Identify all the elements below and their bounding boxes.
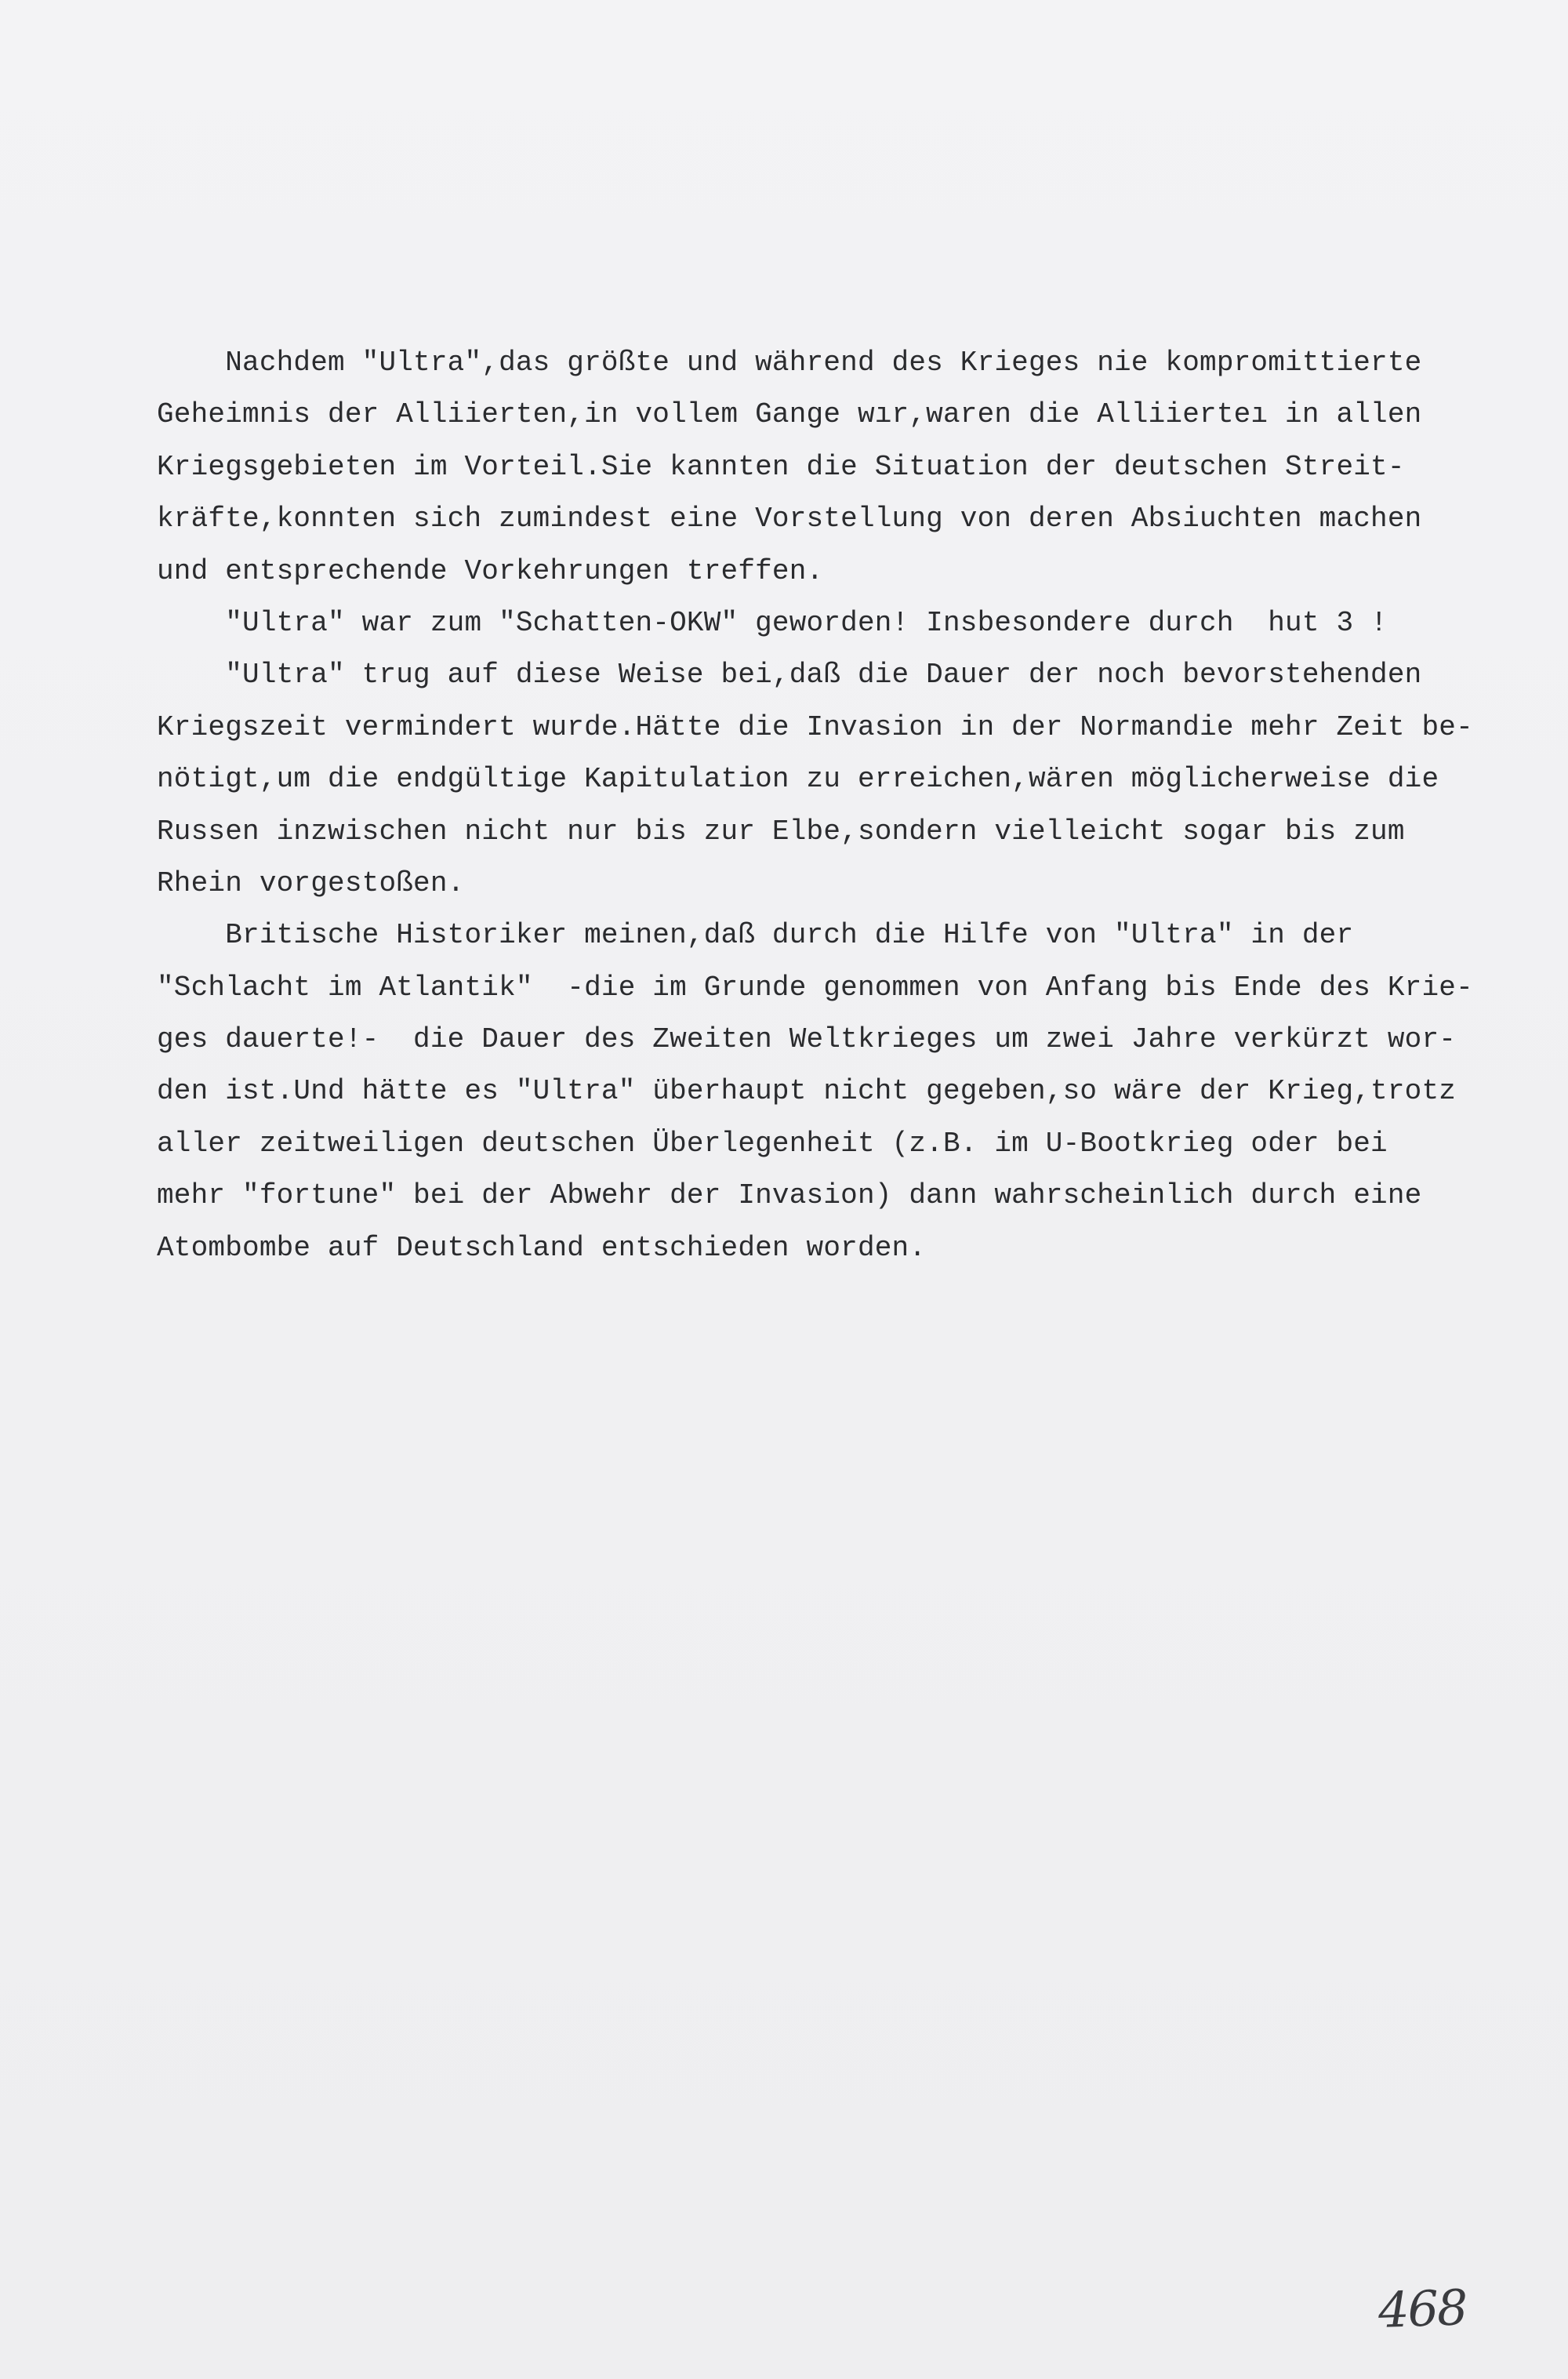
text-line: Kriegszeit vermindert wurde.Hätte die Invasion in der Normandie mehr Zeit be- [157, 710, 1473, 743]
text-line: Atombombe auf Deutschland entschieden worden. [157, 1231, 927, 1264]
text-line: Britische Historiker meinen,daß durch die Hilfe von "Ultra" in der [157, 919, 1354, 952]
text-line: Nachdem "Ultra",das größte und während des Krieges nie kompromittierte [157, 347, 1422, 379]
handwritten-page-number: 468 [1377, 2279, 1468, 2339]
text-line: aller zeitweiligen deutschen Überlegenheit (z.B. im U-Bootkrieg oder bei [157, 1127, 1388, 1160]
text-line: mehr "fortune" bei der Abwehr der Invasion) dann wahrscheinlich durch eine [157, 1179, 1422, 1212]
body-text [157, 337, 1505, 1274]
text-line: Kriegsgebieten im Vorteil.Sie kannten die Situation der deutschen Streit- [157, 450, 1405, 483]
text-line: Geheimnis der Alliierten,in vollem Gange wır,waren die Alliierteı in allen [157, 398, 1422, 431]
text-line: "Ultra" war zum "Schatten-OKW" geworden! Insbesondere durch hut 3 ! [157, 606, 1388, 639]
text-line: kräfte,konnten sich zumindest eine Vorstellung von deren Absiuchten machen [157, 503, 1422, 536]
text-line: Rhein vorgestoßen. [157, 866, 465, 899]
text-line: "Ultra" trug auf diese Weise bei,daß die Dauer der noch bevorstehenden [157, 659, 1422, 692]
text-line: und entsprechende Vorkehrungen treffen. [157, 554, 824, 587]
text-line: den ist.Und hätte es "Ultra" überhaupt nicht gegeben,so wäre der Krieg,trotz [157, 1075, 1457, 1108]
text-line: nötigt,um die endgültige Kapitulation zu erreichen,wären möglicherweise die [157, 763, 1439, 796]
text-line: ges dauerte!- die Dauer des Zweiten Weltkrieges um zwei Jahre verkürzt wor- [157, 1023, 1457, 1056]
text-line: Russen inzwischen nicht nur bis zur Elbe,sondern vielleicht sogar bis zum [157, 815, 1405, 848]
text-line: "Schlacht im Atlantik" -die im Grunde genommen von Anfang bis Ende des Krie- [157, 971, 1473, 1004]
